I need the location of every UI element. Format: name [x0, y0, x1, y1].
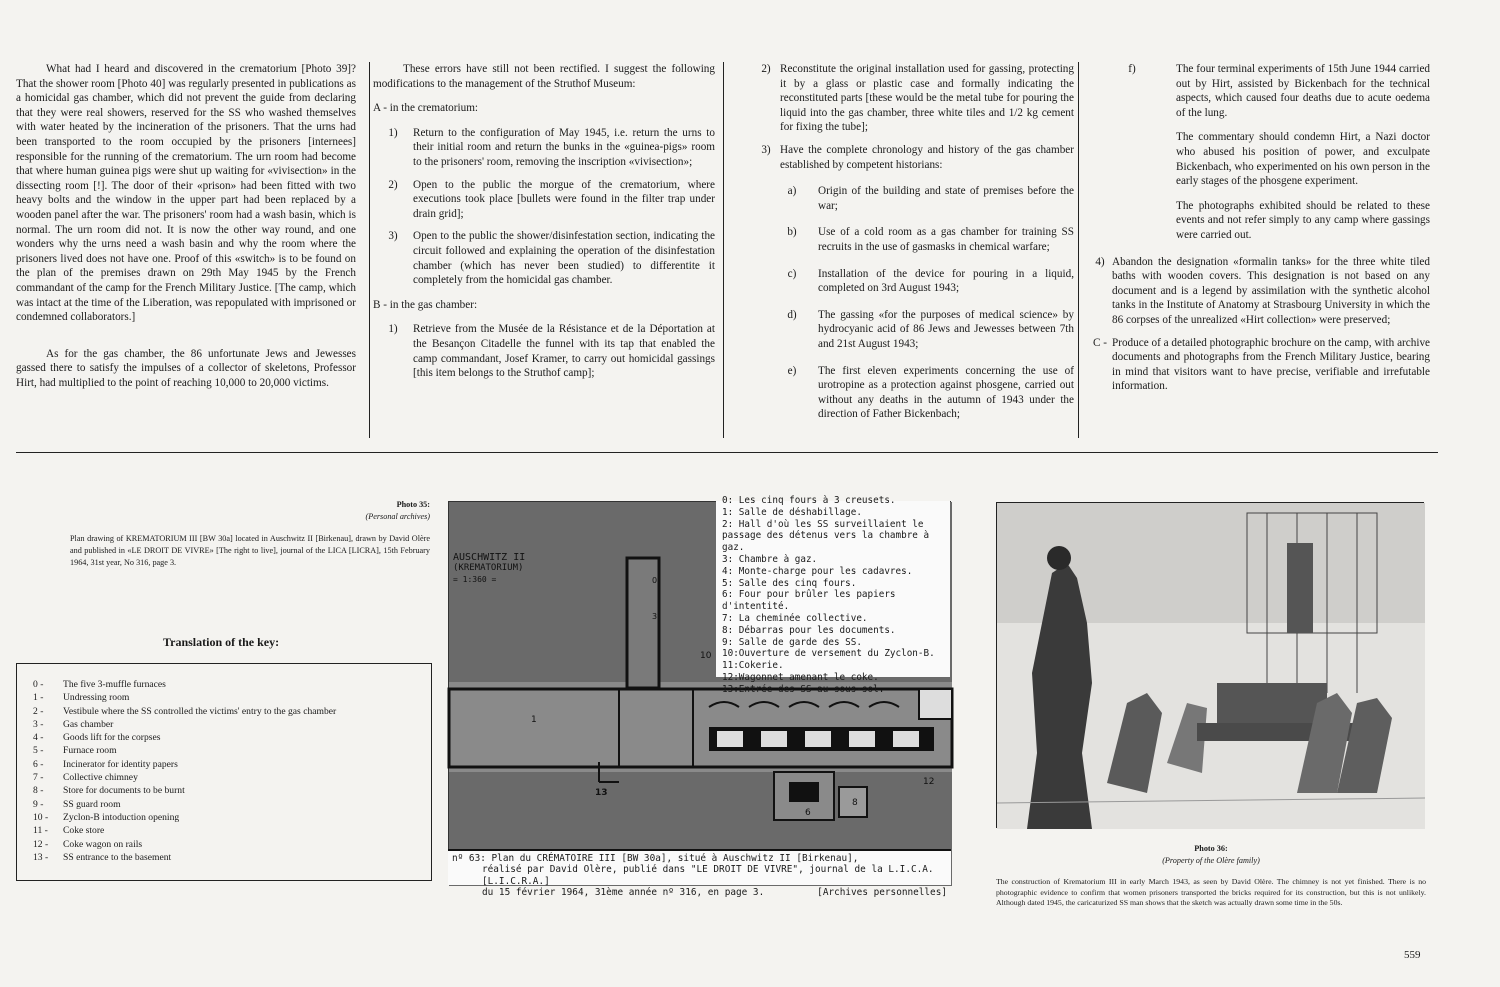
key-item-text: Store for documents to be burnt [63, 785, 185, 797]
col1-paragraph-2: As for the gas chamber, the 86 unfortunate Jews and Jewesses gassed there to satisfy the impulses of a collector of skeletons, Professor Hirt, had multiplied to the point of reaching 10,000 to 20,000 victims. [16, 347, 356, 389]
column-2 [373, 62, 715, 389]
key-item-text: Furnace room [63, 745, 117, 757]
plan-legend-item: 4: Monte-charge pour les cadavres. [722, 565, 913, 577]
plan-legend [716, 495, 950, 695]
photo36-title: Photo 36: [1194, 844, 1228, 853]
list-item: C - Produce of a detailed photographic brochure on the camp, with archive documents and photographs from the French Military Justice, bearing in mind that visitors want to have precise, verifiable and irrefutable information. [1093, 336, 1430, 393]
key-item-number: 11 - [33, 825, 48, 837]
column-divider-2 [723, 62, 724, 438]
plan-legend-item: 2: Hall d'où les SS surveillaient le passage des détenus vers la chambre à gaz. [722, 518, 930, 554]
svg-text:13: 13 [595, 788, 608, 798]
sketch-illustration [997, 503, 1425, 829]
key-item-text: Coke store [63, 825, 105, 837]
plan-legend-item: 5: Salle des cinq fours. [722, 577, 857, 589]
plan-legend-item: 12:Wagonnet amenant le coke. [722, 671, 879, 683]
plan-legend-item: 11:Cokerie. [722, 660, 784, 672]
photo36-source: (Property of the Olère family) [1162, 856, 1260, 865]
photo36-caption: The construction of Krematorium III in early March 1943, as seen by David Olère. The chimney is not yet finished. There is no photographic evidence to confirm that women prisoners transported the bricks required for its construction, but this is not unlikely. Although dated 1945, the caricaturized SS man shows that the sketch was actually drawn some time in the 50s. [996, 877, 1426, 907]
col4-paragraph-2: The photographs exhibited should be related to these events and not refer simply to any camp where gassings were carried out. [1176, 199, 1430, 241]
plan-label-scale: = 1:360 = [453, 575, 497, 584]
svg-text:0: 0 [652, 576, 658, 585]
plan-legend-item: 7: La cheminée collective. [722, 612, 868, 624]
photo35-caption: Plan drawing of KREMATORIUM III [BW 30a] located in Auschwitz II [Birkenau], drawn by David Olère and published in «LE DROIT DE VIVRE» [The right to live], journal of the LICA [LICRA], 15th February 1964, 31st year, No 316, page 3. [70, 534, 430, 567]
key-item-number: 13 - [33, 851, 49, 863]
plan-legend-item: 8: Débarras pour les documents. [722, 624, 896, 636]
key-item-text: Vestibule where the SS controlled the victims' entry to the gas chamber [63, 705, 337, 717]
column-1 [16, 62, 356, 399]
plan-legend-item: 13:Entrée des SS au sous-sol. [722, 683, 885, 695]
list-item: d) The gassing «for the purposes of medical science» by hydrocyanic acid of 86 Jews and Jewesses between 7th and 21st August 1943; [787, 308, 1074, 350]
photo35-caption-block [70, 499, 430, 569]
svg-text:6: 6 [805, 808, 811, 818]
list-item: 3) Open to the public the shower/disinfestation section, indicating the circuit followed and explaining the operation of the disinfestation chamber (which has never been studied) to differentite it completely from the homicidal gas chamber. [388, 230, 715, 287]
plan-legend-item: 3: Chambre à gaz. [722, 553, 818, 565]
plan-caption-no: nº 63: [452, 853, 486, 864]
key-item-number: 12 - [33, 838, 49, 850]
key-item [33, 678, 415, 691]
plan-legend-item: 0: Les cinq fours à 3 creusets. [722, 495, 896, 506]
col4-paragraph-1: The commentary should condemn Hirt, a Nazi doctor who abused his position of power, and exculpate Bickenbach, who experimented on his own person in the early stages of the phosgene experiment. [1176, 131, 1430, 188]
key-item [33, 758, 415, 771]
list-item: b) Use of a cold room as a gas chamber for training SS recruits in the use of gasmasks in chemical warfare; [787, 226, 1074, 253]
key-item [33, 771, 415, 784]
column-divider-1 [369, 62, 370, 438]
key-item-text: Goods lift for the corpses [63, 732, 161, 744]
list-item: 4) Abandon the designation «formalin tanks» for the three white tiled baths with wooden covers. This designation is not based on any document and is a legend by assimilation with the synthetic alcohol tanks in the Institute of Anatomy at Strasbourg University in which the 86 corpses of the unrealized «Hirt collection» were preserved; [1095, 255, 1430, 326]
photo36-caption-block [996, 843, 1426, 909]
list-item: 3) Have the complete chronology and history of the gas chamber established by competent historians: [761, 143, 1074, 171]
section-a-heading: A - in the crematorium: [373, 102, 479, 115]
column-4 [1088, 62, 1430, 402]
column-divider-3 [1078, 62, 1079, 438]
plan-legend-item: 9: Salle de garde des SS. [722, 636, 862, 648]
key-item-text: SS entrance to the basement [63, 851, 172, 863]
plan-caption-line2: réalisé par David Olère, publié dans "LE DROIT DE VIVRE", journal de la L.I.C.A. [L.I.C.R.A.] [482, 864, 934, 887]
key-item-text: Collective chimney [63, 772, 138, 784]
key-item-number: 8 - [33, 785, 44, 797]
key-item [33, 838, 415, 851]
key-item-number: 9 - [33, 798, 44, 810]
key-box [16, 663, 432, 881]
key-item-text: The five 3-muffle furnaces [63, 679, 166, 690]
key-item [33, 705, 415, 718]
key-item [33, 811, 415, 824]
plan-caption [448, 849, 951, 899]
key-item-number: 3 - [33, 718, 44, 730]
svg-text:3: 3 [652, 612, 658, 621]
key-item-number: 7 - [33, 772, 44, 784]
list-item: e) The first eleven experiments concerning the use of urotropine as a protection against phosgene, carried out without any deaths in the autumn of 1943 under the direction of Father Bickenbach; [787, 364, 1074, 421]
plan-caption-source: [Archives personnelles] [817, 887, 947, 899]
plan-label-title: AUSCHWITZ II [453, 552, 526, 563]
plan-legend-item: 1: Salle de déshabillage. [722, 506, 862, 518]
list-item: 1) Return to the configuration of May 1945, i.e. return the urns to their initial room and return the bunks in the «guinea-pigs» room to the prisoners' room, removing the inscription «vivisection»; [388, 126, 715, 168]
key-item [33, 824, 415, 837]
plan-legend-item: 6: Four pour brûler les papiers d'intentité. [722, 589, 896, 613]
key-item-number: 4 - [33, 732, 44, 744]
key-item [33, 718, 415, 731]
list-item: 2) Open to the public the morgue of the crematorium, where executions took place [bullets were found in the filter trap under drain grid]; [388, 178, 715, 220]
key-item [33, 784, 415, 797]
svg-text:1: 1 [531, 715, 537, 725]
col1-paragraph-1: What had I heard and discovered in the crematorium [Photo 39]? That the shower room [Photo 40] was regularly presented in publications as a homicidal gas chamber, which did not prevent the guide from declaring that they were real showers, reserved for the SS who washed themselves with water heated by the incineration of the prisoners. That the urns had been transported to the room occupied by the prisoners [internees] responsible for the running of the crematorium. The urn room had become that where human guinea pigs were shut up waiting for «vivisection» in the dissecting room [!]. The door of their «prison» had been fitted with two heavy bolts and the window in the upper part had been replaced by a wooden panel after the war. The prisoners' room had a wash basin, which is normal. The urn room did not. It is now the other way round, and one wonders why the urns need a wash basin and why the room where the prisoners lived does not have one. Proof of this «switch» is to be found on the plan of the premises drawn on 29th May 1945 by the French commandant of the camp for the French Military Justice. [The camp, which was intact at the time of the Liberation, was repopulated with imprisoned or condemned collaborators.] [16, 63, 356, 324]
list-item: c) Installation of the device for pouring in a liquid, completed on 3rd August 1943; [787, 267, 1074, 295]
plan-legend-list [722, 495, 944, 696]
key-item [33, 851, 415, 864]
list-item: 1) Retrieve from the Musée de la Résistance et de la Déportation at the Besançon Citadelle the funnel with its tap that enabled the camp commandant, Josef Kramer, to carry out homicidal gassings [this item belongs to the Struthof camp]; [388, 323, 715, 380]
key-item-text: SS guard room [63, 798, 121, 810]
svg-text:10: 10 [700, 651, 712, 661]
key-item-number: 2 - [33, 705, 44, 717]
key-item [33, 731, 415, 744]
plan-caption-line3: du 15 février 1964, 31ème année nº 316, en page 3. [482, 887, 765, 899]
list-item: a) Origin of the building and state of premises before the war; [787, 185, 1074, 212]
key-title: Translation of the key: [163, 635, 280, 649]
col2-intro: These errors have still not been rectified. I suggest the following modifications to the management of the Struthof Museum: [373, 63, 715, 90]
key-item [33, 744, 415, 757]
svg-text:8: 8 [852, 798, 858, 808]
section-divider [16, 452, 1438, 453]
key-item-text: Zyclon-B intoduction opening [63, 811, 180, 823]
key-item-number: 0 - [33, 679, 44, 690]
plan-label [453, 552, 525, 585]
photo35-title: Photo 35: [396, 500, 430, 509]
key-item-text: Undressing room [63, 692, 130, 704]
key-item-text: Coke wagon on rails [63, 838, 143, 850]
key-item-number: 1 - [33, 692, 44, 704]
column-3 [752, 62, 1074, 430]
plan-label-sub: (KREMATORIUM) [453, 563, 524, 573]
svg-text:12: 12 [923, 777, 935, 787]
key-item-text: Gas chamber [63, 718, 114, 730]
list-item: 2) Reconstitute the original installation used for gassing, protecting it by a glass or plastic case and formally indicating the reconstituted parts [these would be the metal tube for pouring the liquid into the gas chamber, three white tiles and 1/2 kg cement for fixing the tube]; [761, 63, 1074, 134]
section-b-heading: B - in the gas chamber: [373, 298, 478, 311]
key-item-number: 5 - [33, 745, 44, 757]
photo35-source: (Personal archives) [365, 512, 430, 521]
list-item: f) The four terminal experiments of 15th June 1944 carried out by Hirt, assisted by Bickenbach for the technical aspects, which caused four deaths due to acute oedema of the lung. [1128, 63, 1430, 119]
key-item [33, 798, 415, 811]
key-list [33, 678, 415, 864]
sketch-drawing [996, 502, 1424, 828]
key-item-text: Incinerator for identity papers [63, 758, 178, 770]
plan-legend-item: 10:Ouverture de versement du Zyclon-B. [722, 648, 935, 660]
key-item-number: 10 - [33, 811, 49, 823]
page-number: 559 [1404, 949, 1421, 961]
key-item [33, 691, 415, 704]
plan-caption-line1: Plan du CRÉMATOIRE III [BW 30a], situé à Auschwitz II [Birkenau], [491, 853, 859, 864]
key-item-number: 6 - [33, 758, 44, 770]
